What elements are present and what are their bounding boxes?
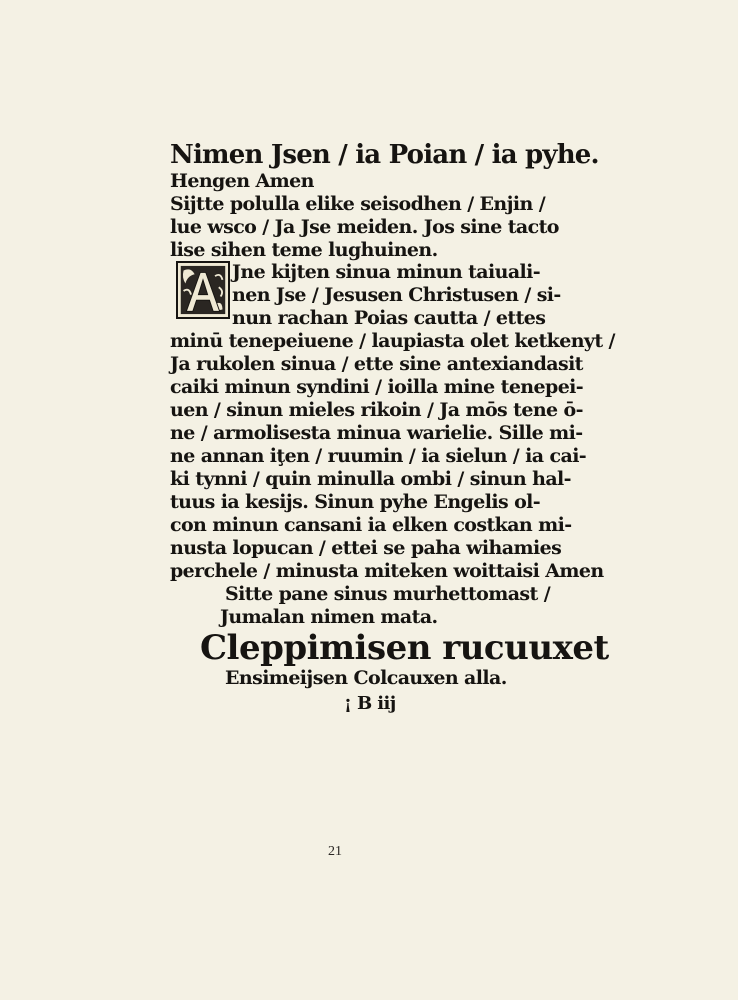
page-number: 21 bbox=[328, 844, 342, 859]
text-line: Sitte pane sinus murhettomast / bbox=[225, 583, 551, 605]
text-line: tuus ia kesijs. Sinun pyhe Engelis ol- bbox=[170, 491, 541, 513]
text-line: Jumalan nimen mata. bbox=[220, 606, 438, 628]
text-line: minū tenepeiuene / laupiasta olet ketkenyt / bbox=[170, 330, 615, 352]
text-line: ne / armolisesta minua warielie. Sille mi- bbox=[170, 422, 583, 444]
text-line: Sijtte polulla elike seisodhen / Enjin / bbox=[170, 193, 546, 215]
invocation-line: Nimen Jsen / ia Poian / ia pyhe. bbox=[170, 140, 599, 170]
text-line: Hengen Amen bbox=[170, 170, 314, 192]
woodcut-initial-a-icon bbox=[178, 263, 228, 317]
text-line: lise sihen teme lughuinen. bbox=[170, 239, 438, 261]
text-line: nusta lopucan / ettei se paha wihamies bbox=[170, 537, 562, 559]
text-line: uen / sinun mieles rikoin / Ja mōs tene ō- bbox=[170, 399, 583, 421]
text-line: nen Jse / Jesusen Christusen / si- bbox=[232, 284, 561, 306]
section-title: Cleppimisen rucuuxet bbox=[200, 628, 609, 668]
text-line: con minun cansani ia elken costkan mi- bbox=[170, 514, 572, 536]
text-line: Jne kijten sinua minun taiuali- bbox=[232, 261, 541, 283]
text-line: ne annan iţen / ruumin / ia sielun / ia cai- bbox=[170, 445, 587, 467]
text-line: caiki minun syndini / ioilla mine tenepei- bbox=[170, 376, 584, 398]
signature-mark: ¡ B iij bbox=[344, 693, 396, 714]
text-line: Ja rukolen sinua / ette sine antexiandasit bbox=[170, 353, 583, 375]
decorated-initial-a bbox=[176, 261, 230, 319]
text-line: perchele / minusta miteken woittaisi Amen bbox=[170, 560, 604, 582]
section-subtitle: Ensimeijsen Colcauxen alla. bbox=[225, 667, 507, 689]
text-line: ki tynni / quin minulla ombi / sinun hal- bbox=[170, 468, 571, 490]
text-line: lue wsco / Ja Jse meiden. Jos sine tacto bbox=[170, 216, 559, 238]
text-line: nun rachan Poias cautta / ettes bbox=[232, 307, 546, 329]
